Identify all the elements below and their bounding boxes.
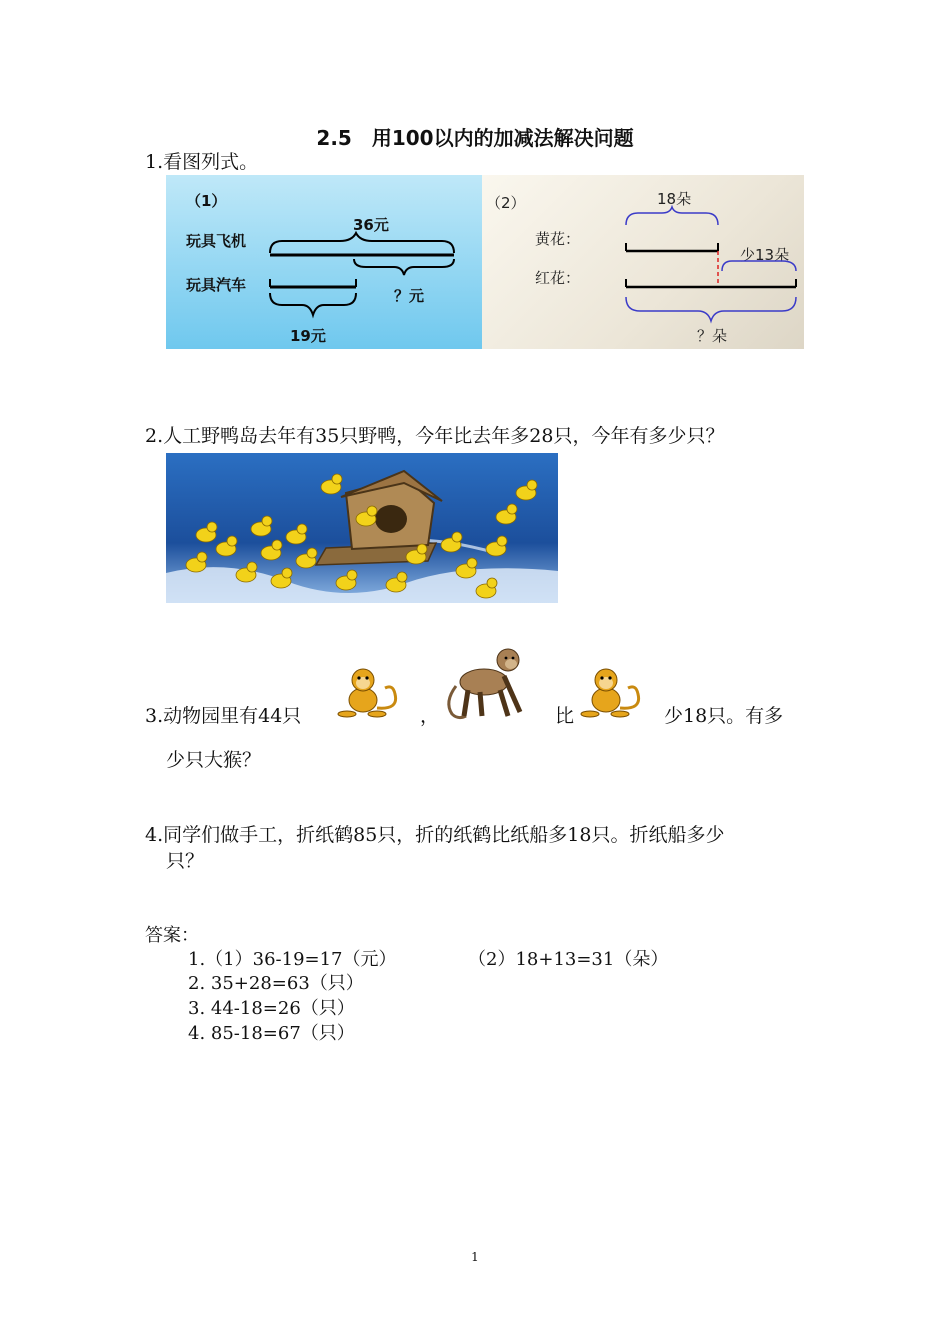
answer-2: 2. 35+28=63（只）	[188, 973, 364, 994]
diagram2-tag: （2）	[486, 194, 526, 212]
big-monkey-icon	[442, 646, 532, 722]
page-number: 1	[471, 1250, 479, 1264]
small-monkey-icon	[337, 664, 403, 720]
diagram2-row2-label: 红花：	[535, 269, 581, 287]
diagram2-lines	[482, 175, 804, 349]
answers-heading: 答案：	[145, 925, 199, 946]
page-title: 2.5 用100以内的加减法解决问题	[316, 126, 634, 150]
answer-1b: （2）18+13=31（朵）	[468, 949, 669, 970]
q3-part1: 3.动物园里有44只	[145, 705, 302, 727]
diagram2-unknown-label: ？朵	[697, 327, 728, 345]
q1-prompt: 1.看图列式。	[145, 151, 259, 173]
diagram1-row1-label: 玩具飞机	[186, 232, 247, 250]
q1-diagram-1	[166, 175, 482, 349]
answer-1a: 1.（1）36-19=17（元）	[188, 949, 397, 970]
q3-part3: 少18只。有多	[664, 705, 784, 727]
diagram2-top-label: 18朵	[657, 190, 692, 208]
duck-island-image	[166, 453, 558, 603]
small-monkey-icon-2	[580, 664, 646, 720]
q3-comma: ，	[420, 705, 440, 727]
diagram1-row2-label: 玩具汽车	[186, 276, 247, 294]
q4-line2: 只？	[166, 850, 205, 872]
q1-diagram-2	[482, 175, 804, 349]
q2-prompt: 2.人工野鸭岛去年有35只野鸭，今年比去年多28只，今年有多少只？	[145, 425, 725, 447]
diagram1-part-label: 19元	[290, 327, 326, 345]
diagram1-unknown-label: ？元	[394, 287, 425, 305]
q3-line2: 少只大猴？	[166, 749, 262, 771]
diagram2-row1-label: 黄花：	[535, 230, 581, 248]
q3-part2: 比	[555, 705, 575, 727]
q4-line1: 4.同学们做手工，折纸鹤85只，折的纸鹤比纸船多18只。折纸船多少	[145, 824, 725, 846]
diagram1-total-label: 36元	[353, 216, 389, 234]
diagram1-lines	[166, 175, 482, 349]
diagram1-tag: （1）	[186, 192, 227, 210]
diagram2-less-label: 少13朵	[740, 246, 790, 264]
answer-3: 3. 44-18=26（只）	[188, 998, 355, 1019]
answer-4: 4. 85-18=67（只）	[188, 1023, 355, 1044]
